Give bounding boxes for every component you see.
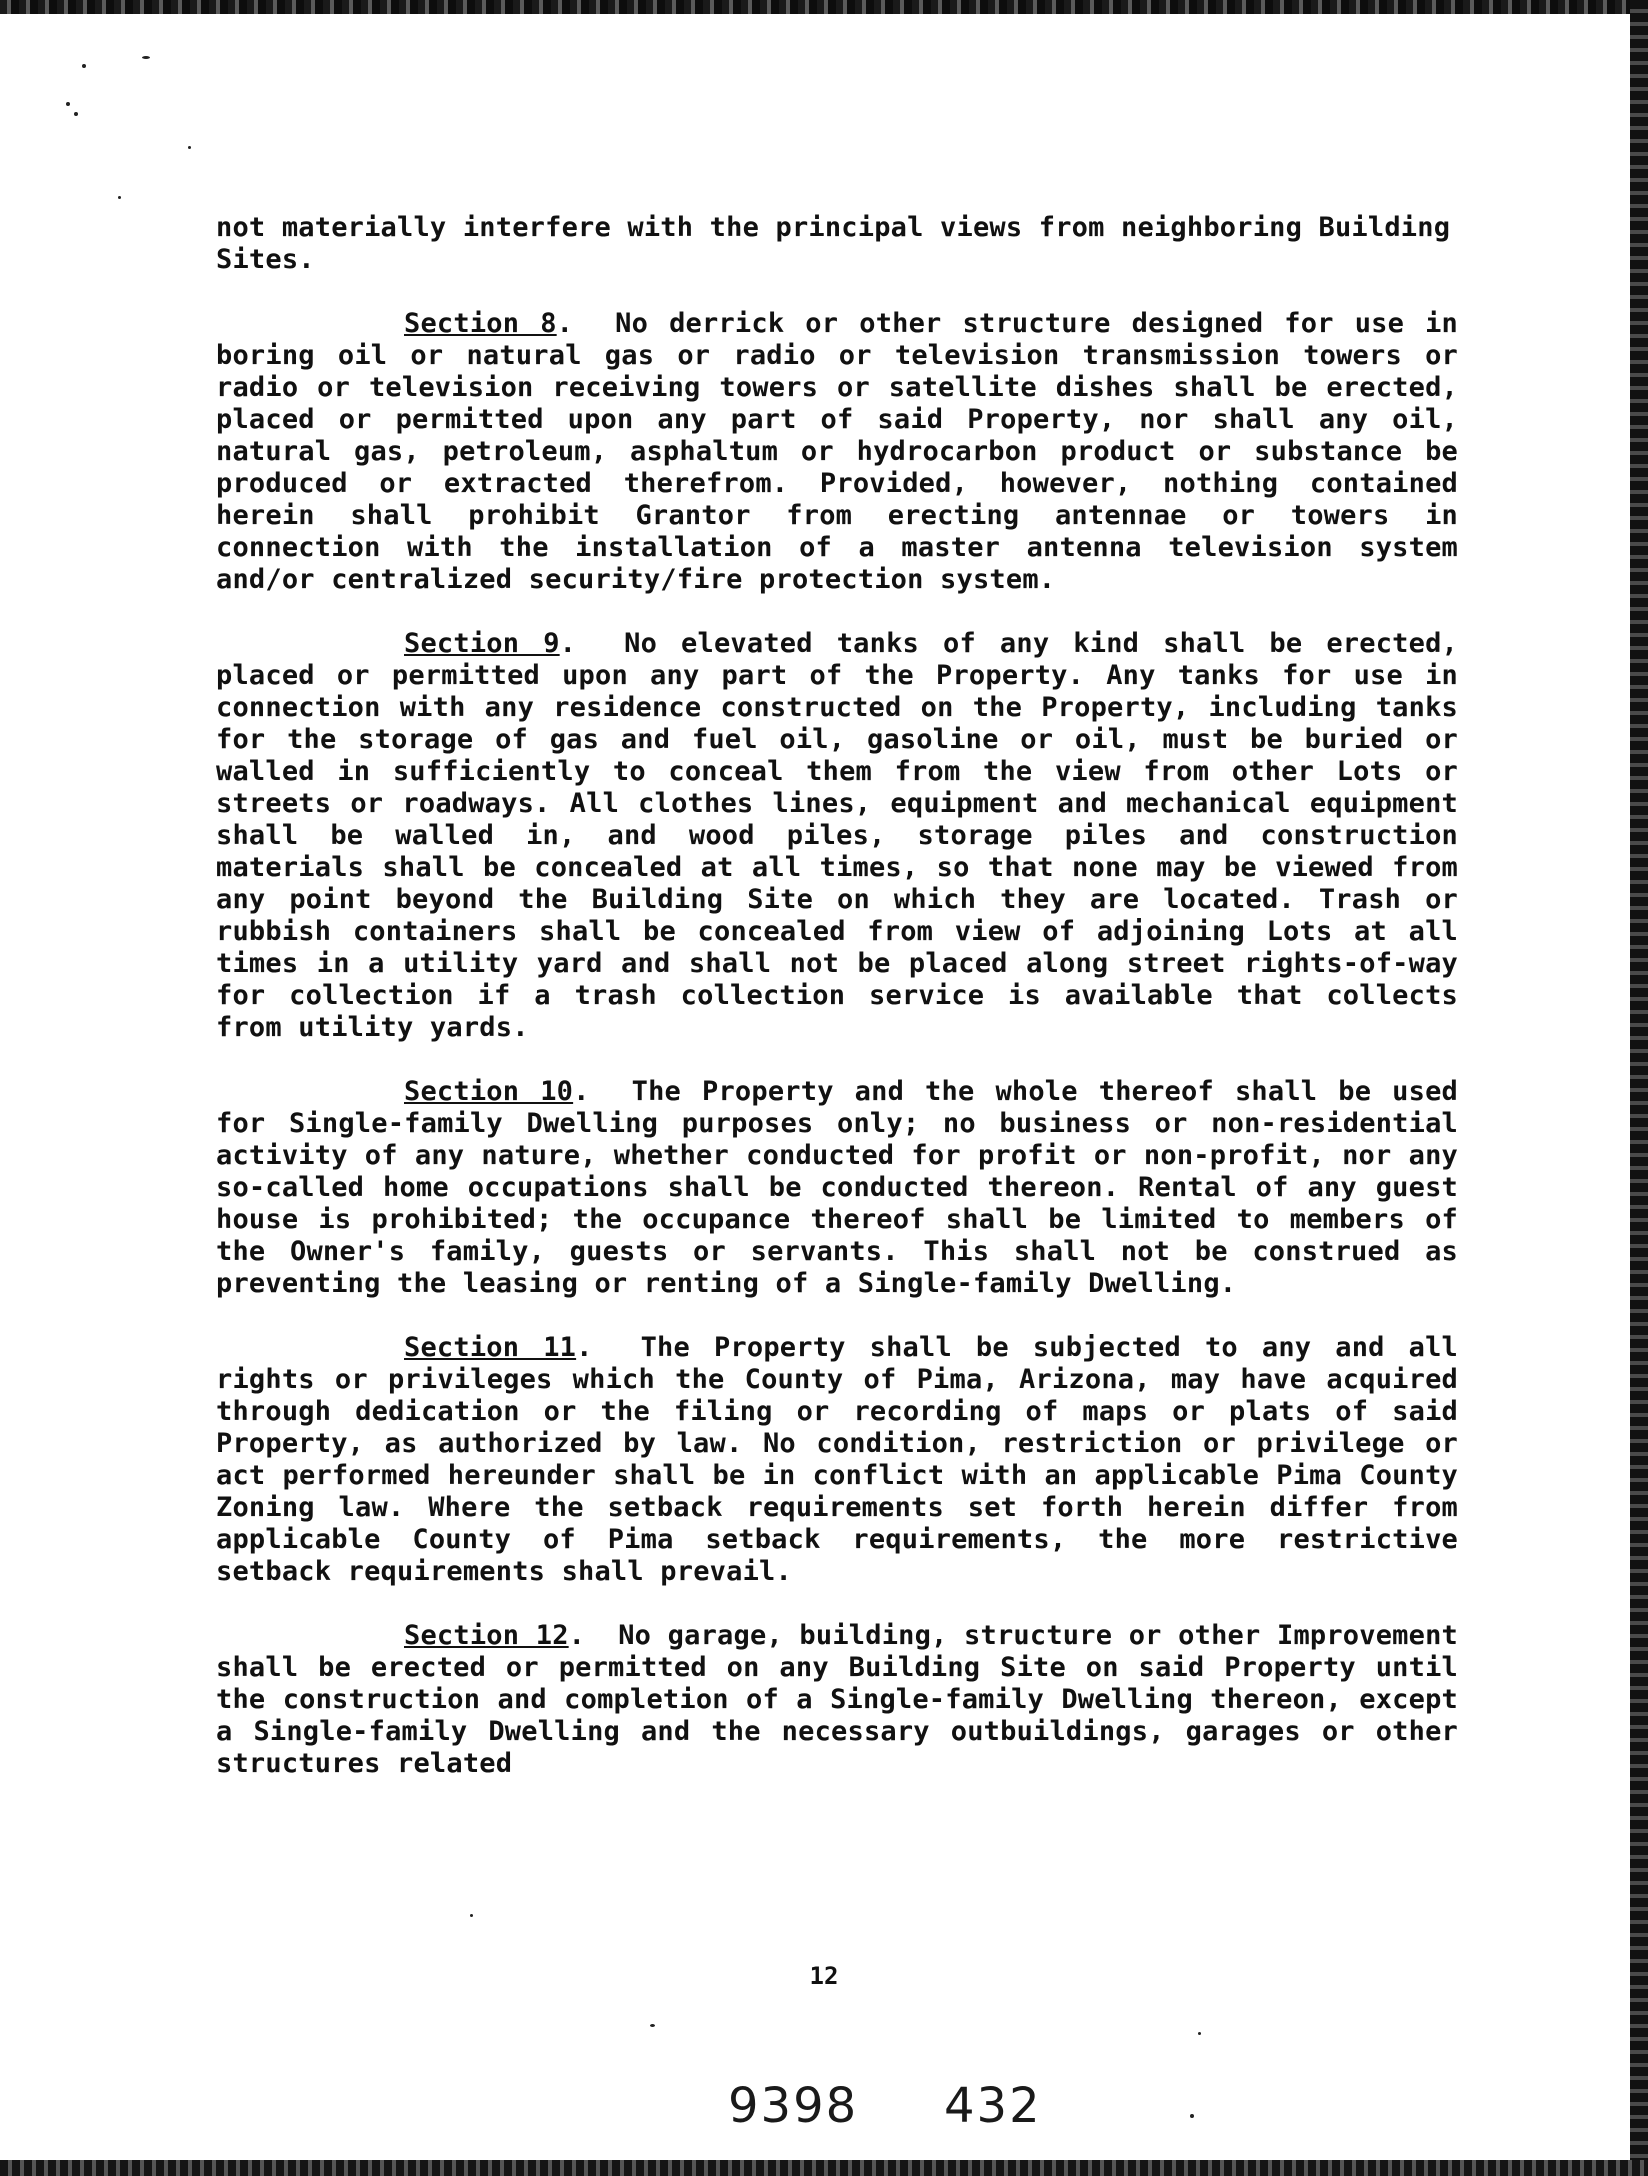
- scan-speck: [66, 102, 70, 106]
- scan-speck: [82, 64, 86, 68]
- scan-speck: [188, 146, 191, 149]
- scan-border-bottom: [0, 2160, 1648, 2176]
- recording-book-number: 9398: [728, 2078, 859, 2134]
- section-12-text: No garage, building, structure or other Improvement shall be erected or permitted on any Building Site on said Property until the construction and completion of a Single-family Dwelling thereon, except a Single-family Dwelling and the necessary outbuildings, garages or other structures related: [216, 1620, 1458, 1779]
- scan-speck: [1198, 2032, 1201, 2035]
- scan-speck: [1190, 2114, 1194, 2118]
- section-10-heading: Section 10: [404, 1076, 574, 1107]
- recording-page-number: 432: [944, 2078, 1042, 2134]
- section-11-heading: Section 11: [404, 1332, 577, 1363]
- scan-border-right: [1630, 0, 1648, 2176]
- scan-speck: [470, 1914, 473, 1917]
- section-8-heading: Section 8: [404, 308, 557, 339]
- section-10-text: The Property and the whole thereof shall be used for Single-family Dwelling purposes only; no business or non-residential activity of any nature, whether conducted for profit or non-profit, nor any so-called home occupations shall be conducted thereon. Rental of any guest house is prohibited; the occupance thereof shall be limited to members of the Owner's family, guests or servants. This shall not be construed as preventing the leasing or renting of a Single-family Dwelling.: [216, 1076, 1458, 1299]
- section-9-heading: Section 9: [404, 628, 560, 659]
- scan-speck: [650, 2024, 655, 2027]
- section-11-paragraph: Section 11. The Property shall be subjected to any and all rights or privileges which the County of Pima, Arizona, may have acquired through dedication or the filing or recording of maps or plats of said Property, as authorized by law. No condition, restriction or privilege or act performed hereunder shall be in conflict with an applicable Pima County Zoning law. Where the setback requirements set forth herein differ from applicable County of Pima setback requirements, the more restrictive setback requirements shall prevail.: [216, 1332, 1458, 1587]
- scan-speck: [142, 56, 150, 59]
- section-8-text: No derrick or other structure designed for use in boring oil or natural gas or radio or television transmission towers or radio or television receiving towers or satellite dishes shall be erected, placed or permitted upon any part of said Property, nor shall any oil, natural gas, petroleum, asphaltum or hydrocarbon product or substance be produced or extracted therefrom. Provided, however, nothing contained herein shall prohibit Grantor from erecting antennae or towers in connection with the installation of a master antenna television system and/or centralized security/fire protection system.: [216, 308, 1458, 595]
- opening-paragraph: not materially interfere with the principal views from neighboring Building Sites.: [216, 212, 1451, 275]
- scan-speck: [74, 112, 78, 116]
- section-9-paragraph: Section 9. No elevated tanks of any kind shall be erected, placed or permitted upon any part of the Property. Any tanks for use in connection with any residence constructed on the Property, including tanks for the storage of gas and fuel oil, gasoline or oil, must be buried or walled in sufficiently to conceal them from the view from other Lots or streets or roadways. All clothes lines, equipment and mechanical equipment shall be walled in, and wood piles, storage piles and construction materials shall be concealed at all times, so that none may be viewed from any point beyond the Building Site on which they are located. Trash or rubbish containers shall be concealed from view of adjoining Lots at all times in a utility yard and shall not be placed along street rights-of-way for collection if a trash collection service is available that collects from utility yards.: [216, 628, 1458, 1043]
- scan-speck: [118, 196, 121, 199]
- section-10-paragraph: Section 10. The Property and the whole thereof shall be used for Single-family Dwelling purposes only; no business or non-residential activity of any nature, whether conducted for profit or non-profit, nor any so-called home occupations shall be conducted thereon. Rental of any guest house is prohibited; the occupance thereof shall be limited to members of the Owner's family, guests or servants. This shall not be construed as preventing the leasing or renting of a Single-family Dwelling.: [216, 1076, 1458, 1299]
- scan-border-top: [0, 0, 1648, 14]
- section-12-paragraph: Section 12. No garage, building, structure or other Improvement shall be erected or permitted on any Building Site on said Property until the construction and completion of a Single-family Dwelling thereon, except a Single-family Dwelling and the necessary outbuildings, garages or other structures related: [216, 1620, 1458, 1779]
- document-body: [216, 212, 1458, 1812]
- section-8-paragraph: Section 8. No derrick or other structure designed for use in boring oil or natural gas or radio or television transmission towers or radio or television receiving towers or satellite dishes shall be erected, placed or permitted upon any part of said Property, nor shall any oil, natural gas, petroleum, asphaltum or hydrocarbon product or substance be produced or extracted therefrom. Provided, however, nothing contained herein shall prohibit Grantor from erecting antennae or towers in connection with the installation of a master antenna television system and/or centralized security/fire protection system.: [216, 308, 1458, 595]
- section-12-heading: Section 12: [404, 1620, 569, 1651]
- section-11-text: The Property shall be subjected to any and all rights or privileges which the County of Pima, Arizona, may have acquired through dedication or the filing or recording of maps or plats of said Property, as authorized by law. No condition, restriction or privilege or act performed hereunder shall be in conflict with an applicable Pima County Zoning law. Where the setback requirements set forth herein differ from applicable County of Pima setback requirements, the more restrictive setback requirements shall prevail.: [216, 1332, 1458, 1587]
- section-9-text: No elevated tanks of any kind shall be erected, placed or permitted upon any part of the Property. Any tanks for use in connection with any residence constructed on the Property, including tanks for the storage of gas and fuel oil, gasoline or oil, must be buried or walled in sufficiently to conceal them from the view from other Lots or streets or roadways. All clothes lines, equipment and mechanical equipment shall be walled in, and wood piles, storage piles and construction materials shall be concealed at all times, so that none may be viewed from any point beyond the Building Site on which they are located. Trash or rubbish containers shall be concealed from view of adjoining Lots at all times in a utility yard and shall not be placed along street rights-of-way for collection if a trash collection service is available that collects from utility yards.: [216, 628, 1458, 1043]
- page-number: 12: [809, 1962, 839, 1990]
